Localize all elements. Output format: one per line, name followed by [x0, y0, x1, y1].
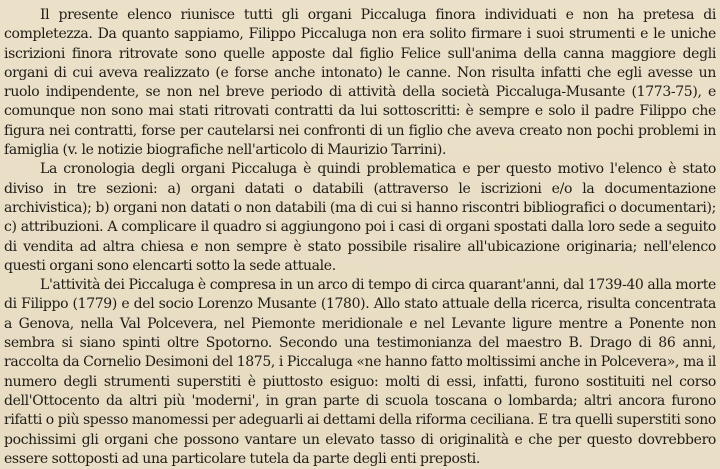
paragraph-intro: Il presente elenco riunisce tutti gli organi Piccaluga finora individuati e non ha pretesa di completezza. Da quanto sappiamo, Filippo Piccaluga non era solito firmare i suoi strumenti e le uniche iscrizioni finora ritrovate sono quelle apposte dal figlio Felice sull'anima della canna maggiore degli organi di cui aveva realizzato (e forse anche intonato) le canne. Non risulta infatti che egli avesse un ruolo indipendente, se non nel breve periodo di attività della società Piccaluga-Musante (1773-75), e comunque non sono mai stati ritrovati contratti da lui sottoscritti: è sempre e solo il padre Filippo che figura nei contratti, forse per cautelarsi nei confronti di un figlio che aveva creato non pochi problemi in famiglia (v. le notizie biografiche nell'articolo di Maurizio Tarrini).: [4, 7, 716, 159]
paragraph-activity: L'attività dei Piccaluga è compresa in un arco di tempo di circa quarant'anni, dal 1739-40 alla morte di Filippo (1779) e del socio Lorenzo Musante (1780). Allo stato attuale della ricerca, risulta concentrata a Genova, nella Val Polcevera, nel Piemonte meridionale e nel Levante ligure mentre a Ponente non sembra si siano spinti oltre Spotorno. Secondo una testimonianza del maestro B. Drago di 86 anni, raccolta da Cornelio Desimoni del 1875, i Piccaluga «ne hanno fatto moltissimi anche in Polcevera», ma il numero degli strumenti superstiti è piuttosto esiguo: molti di essi, infatti, furono sostituiti nel corso dell'Ottocento da altri più 'moderni', in gran parte di scuola toscana o lombarda; altri ancora furono rifatti o più spesso manomessi per adeguarli ai dettami della riforma ceciliana. E tra quelli superstiti sono pochissimi gli organi che possono vantare un elevato tasso di originalità e che per questo dovrebbero essere sottoposti ad una particolare tutela da parte degli enti preposti.: [4, 277, 716, 467]
paragraph-chronology: La cronologia degli organi Piccaluga è quindi problematica e per questo motivo l'elenco è stato diviso in tre sezioni: a) organi datati o databili (attraverso le iscrizioni e/o la documentazione archivistica); b) organi non datati o non databili (ma di cui si hanno riscontri bibliografici o documentari); c) attribuzioni. A complicare il quadro si aggiungono poi i casi di organi spostati dalla loro sede a seguito di vendita ad altra chiesa e non sempre è stato possibile risalire all'ubicazione originaria; nell'elenco questi organi sono elencarti sotto la sede attuale.: [4, 161, 716, 274]
